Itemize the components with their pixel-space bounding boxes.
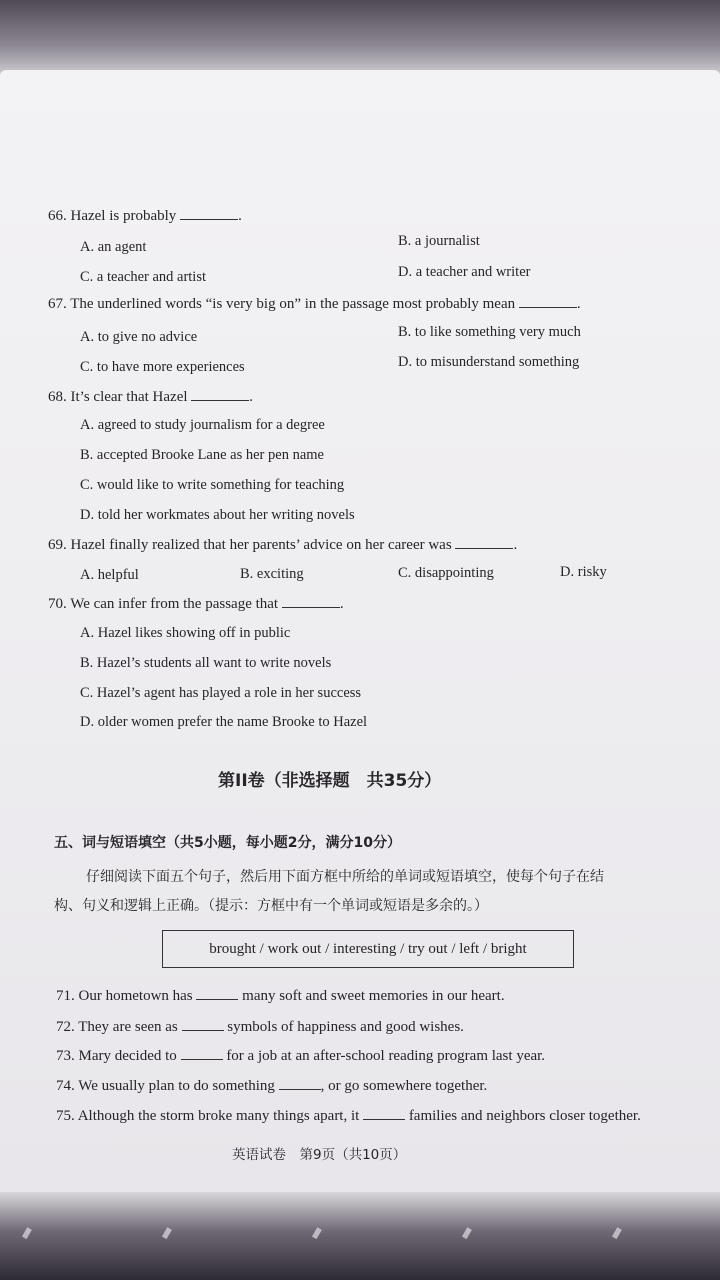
option-67-d bbox=[398, 354, 579, 371]
item-text-after: , or go somewhere together. bbox=[320, 1078, 488, 1094]
option-text: helpful bbox=[97, 567, 139, 583]
option-text: older women prefer the name Brooke to Hazel bbox=[97, 714, 368, 730]
option-text: Hazel’s agent has played a role in her success bbox=[96, 685, 362, 701]
section5-instruction-line2: 构、句义和逻辑上正确。（提示：方框中有一个单词或短语是多余的。） bbox=[54, 898, 488, 914]
stem-punct: . bbox=[339, 596, 344, 612]
question-67 bbox=[48, 296, 581, 313]
stem-punct: . bbox=[576, 296, 581, 312]
option-letter: A. bbox=[80, 567, 95, 583]
option-68-c bbox=[80, 477, 344, 494]
item-number: 72. bbox=[56, 1019, 75, 1035]
question-68 bbox=[48, 389, 253, 406]
answer-blank bbox=[519, 307, 577, 308]
option-69-c bbox=[398, 565, 494, 582]
answer-blank bbox=[282, 607, 340, 608]
option-67-a bbox=[80, 329, 197, 346]
option-text: to like something very much bbox=[414, 324, 581, 340]
option-text: accepted Brooke Lane as her pen name bbox=[96, 447, 324, 463]
option-text: exciting bbox=[256, 566, 304, 582]
answer-blank bbox=[363, 1119, 405, 1120]
question-number: 70. bbox=[48, 596, 67, 612]
page-footer: 英语试卷 第9页（共10页） bbox=[232, 1147, 407, 1163]
answer-blank bbox=[455, 548, 513, 549]
option-letter: B. bbox=[80, 655, 94, 671]
option-69-b bbox=[240, 566, 304, 583]
item-text-before: Mary decided to bbox=[78, 1048, 177, 1064]
word-box bbox=[162, 930, 574, 968]
option-letter: A. bbox=[80, 417, 95, 433]
option-67-b bbox=[398, 324, 581, 341]
option-text: told her workmates about her writing novels bbox=[97, 507, 355, 523]
question-number: 68. bbox=[48, 389, 67, 405]
option-letter: D. bbox=[398, 354, 413, 370]
item-text-before: Although the storm broke many things apart, it bbox=[77, 1108, 360, 1124]
option-letter: B. bbox=[398, 233, 412, 249]
option-text: to have more experiences bbox=[96, 359, 245, 375]
option-text: to give no advice bbox=[97, 329, 198, 345]
option-text: Hazel likes showing off in public bbox=[97, 625, 291, 641]
question-number: 67. bbox=[48, 296, 67, 312]
question-70 bbox=[48, 596, 344, 613]
question-stem: Hazel is probably bbox=[70, 208, 177, 224]
option-text: a teacher and writer bbox=[415, 264, 531, 280]
option-text: agreed to study journalism for a degree bbox=[97, 417, 325, 433]
word-box-text: brought / work out / interesting / try out / left / bright bbox=[209, 940, 527, 957]
watermark-mark: ▬ bbox=[16, 1223, 37, 1243]
option-letter: D. bbox=[80, 507, 95, 523]
answer-blank bbox=[191, 400, 249, 401]
question-number: 66. bbox=[48, 208, 67, 224]
option-text: a journalist bbox=[414, 233, 480, 249]
answer-blank bbox=[196, 999, 238, 1000]
answer-blank bbox=[180, 219, 238, 220]
item-number: 71. bbox=[56, 988, 75, 1004]
option-letter: C. bbox=[80, 477, 94, 493]
answer-blank bbox=[181, 1059, 223, 1060]
question-stem: Hazel finally realized that her parents’ advice on her career was bbox=[70, 537, 452, 553]
option-text: risky bbox=[577, 564, 607, 580]
question-number: 69. bbox=[48, 537, 67, 553]
question-stem: We can infer from the passage that bbox=[70, 596, 279, 612]
fill-item-74 bbox=[56, 1078, 487, 1095]
watermark-mark: ▬ bbox=[156, 1223, 177, 1243]
fill-item-73 bbox=[56, 1048, 545, 1065]
stem-punct: . bbox=[238, 208, 242, 224]
option-letter: A. bbox=[80, 239, 95, 255]
option-67-c bbox=[80, 359, 245, 376]
item-number: 73. bbox=[56, 1048, 75, 1064]
option-letter: D. bbox=[398, 264, 413, 280]
option-letter: A. bbox=[80, 329, 95, 345]
item-text-after: symbols of happiness and good wishes. bbox=[227, 1019, 464, 1035]
option-66-b bbox=[398, 233, 480, 250]
option-letter: D. bbox=[560, 564, 575, 580]
section5-instruction-line1: 仔细阅读下面五个句子，然后用下面方框中所给的单词或短语填空，使每个句子在结 bbox=[86, 869, 604, 885]
option-letter: B. bbox=[240, 566, 254, 582]
watermark-mark: ▬ bbox=[606, 1223, 627, 1243]
option-text: would like to write something for teaching bbox=[96, 477, 345, 493]
stem-punct: . bbox=[513, 537, 518, 553]
question-stem: It’s clear that Hazel bbox=[70, 389, 188, 405]
option-letter: B. bbox=[398, 324, 412, 340]
option-letter: A. bbox=[80, 625, 95, 641]
watermark-mark: ▬ bbox=[456, 1223, 477, 1243]
item-number: 74. bbox=[56, 1078, 75, 1094]
answer-blank bbox=[182, 1030, 224, 1031]
option-70-b bbox=[80, 655, 331, 672]
option-text: an agent bbox=[97, 239, 147, 255]
option-letter: B. bbox=[80, 447, 94, 463]
item-text-after: for a job at an after-school reading program last year. bbox=[226, 1048, 546, 1064]
question-66 bbox=[48, 208, 242, 225]
section5-heading: 五、词与短语填空（共5小题，每小题2分，满分10分） bbox=[54, 835, 401, 851]
question-69 bbox=[48, 537, 517, 554]
fill-item-75 bbox=[56, 1108, 641, 1125]
option-70-a bbox=[80, 625, 290, 642]
item-text-before: Our hometown has bbox=[78, 988, 193, 1004]
option-letter: C. bbox=[80, 685, 94, 701]
option-69-d bbox=[560, 564, 607, 581]
option-70-d bbox=[80, 714, 367, 731]
option-68-a bbox=[80, 417, 325, 434]
part2-title: 第II卷（非选择题 共35分） bbox=[218, 771, 442, 791]
item-text-after: many soft and sweet memories in our heart. bbox=[242, 988, 505, 1004]
option-68-d bbox=[80, 507, 355, 524]
item-text-before: They are seen as bbox=[78, 1019, 178, 1035]
option-letter: D. bbox=[80, 714, 95, 730]
option-text: a teacher and artist bbox=[96, 269, 207, 285]
item-text-before: We usually plan to do something bbox=[78, 1078, 275, 1094]
option-66-c bbox=[80, 269, 206, 286]
option-66-d bbox=[398, 264, 530, 281]
answer-blank bbox=[279, 1089, 321, 1090]
option-text: disappointing bbox=[414, 565, 494, 581]
option-70-c bbox=[80, 685, 361, 702]
option-letter: C. bbox=[80, 269, 94, 285]
option-text: Hazel’s students all want to write novels bbox=[96, 655, 332, 671]
fill-item-71 bbox=[56, 988, 505, 1005]
option-66-a bbox=[80, 239, 146, 256]
option-68-b bbox=[80, 447, 324, 464]
stem-punct: . bbox=[249, 389, 254, 405]
item-text-after: families and neighbors closer together. bbox=[408, 1108, 641, 1124]
option-69-a bbox=[80, 567, 139, 584]
watermark-mark: ▬ bbox=[306, 1223, 327, 1243]
option-letter: C. bbox=[398, 565, 412, 581]
option-text: to misunderstand something bbox=[415, 354, 580, 370]
item-number: 75. bbox=[56, 1108, 75, 1124]
fill-item-72 bbox=[56, 1019, 464, 1036]
question-stem: The underlined words “is very big on” in the passage most probably mean bbox=[70, 296, 516, 312]
option-letter: C. bbox=[80, 359, 94, 375]
background-top bbox=[0, 0, 720, 80]
